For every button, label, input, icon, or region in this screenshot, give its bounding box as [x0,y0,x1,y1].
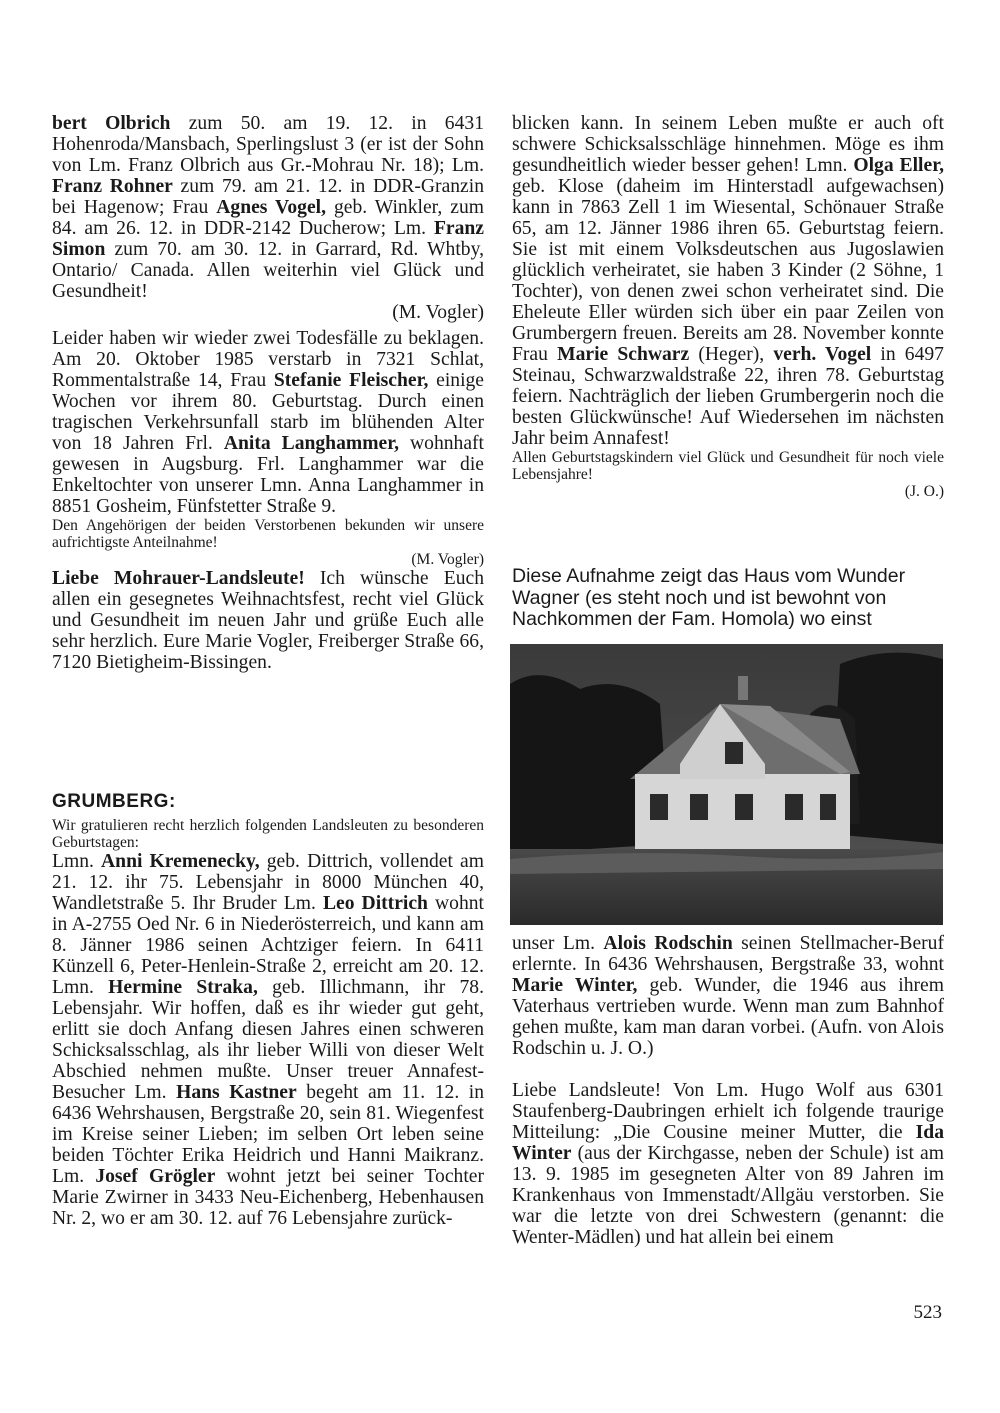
name-highlight: Leo Dittrich [322,893,428,914]
name-highlight: Olga Eller, [853,155,944,176]
text-segment: (aus der Kirchgasse, neben der Schule) ist am 13. 9. 1985 im gesegneten Alter von 89 Jahren im Krankenhaus von Immenstadt/Allgäu verstorben. Sie war die letzte von drei Schwestern (genannt: die Wenter-Mädlen) und hat allein bei einem [512,1143,944,1248]
text-segment: wohnhaft gewesen in Augsburg. Frl. Langhammer war die Enkeltochter von unserer Lmn. Anna Langhammer in 8851 Gosheim, Fünfstetter Straße 9. [52,433,485,517]
text-segment: Liebe Landsleute! Von Lm. Hugo Wolf aus 6301 Staufenberg-Daubringen erhielt ich folgende traurige Mitteilung: „Die Cousine meiner Mutter, die [512,1080,944,1143]
page-number: 523 [913,1302,942,1323]
name-highlight: Ida Winter [512,1122,944,1164]
text-segment: geb. Klose (daheim im Hinterstadl aufgewachsen) kann in 7863 Zell 1 im Wiesental, Schönauer Straße 65, am 12. Jänner 1986 ihren 65. Geburtstag feiern. Sie ist mit einem Volksdeutschen aus Jugoslawien glücklich verheiratet, sie haben 3 Kinder (2 Söhne, 1 Tochter), von denen zwei schon verheiratet sind. Die Eheleute Eller würden sich über ein paar Zeilen von Grumbergern freuen. Bereits am 28. November konnte Frau [512,176,944,365]
text-segment: geb. Illichmann, ihr 78. Lebensjahr. Wir hoffen, daß es ihr wieder gut geht, erlitt sie doch Anfang diesen Jahres einen schweren Schicksalsschlag, als ihr lieber Willi von dieser Welt Abschied nehmen mußte. Unser treuer Annafest-Besucher Lm. [52,977,484,1103]
name-highlight: Alois Rodschin [603,933,733,954]
text-segment: blicken kann. In seinem Leben mußte er auch oft schwere Schicksalsschläge hinnehmen. Möge es ihm gesundheitlich wieder besser gehen! Lmn. [512,113,944,176]
photo-caption: Diese Aufnahme zeigt das Haus vom Wunder Wagner (es steht noch und ist bewohnt von Nachkommen der Fam. Homola) wo einst [512,565,906,630]
grumberg-section [52,791,484,1229]
text-segment: unser Lm. [512,933,604,954]
name-highlight: Stefanie Fleischer, [273,370,429,391]
obituary-paragraph [52,328,484,517]
text-segment: zum 79. am 21. 12. in DDR-Granzin bei Hagenow; Frau [52,176,484,218]
right-column-top [512,113,944,500]
continued-paragraph [512,113,944,449]
text-segment: geb. Dittrich, vollendet am 21. 12. ihr 75. Lebensjahr in 8000 München 40, Wandletstraße 5. Ihr Bruder Lm. [52,851,484,914]
name-highlight: bert Olbrich [52,113,171,134]
text-segment: geb. Winkler, zum 84. am 26. 12. in DDR-2142 Ducherow; Lm. [52,197,485,239]
text-segment: Leider haben wir wieder zwei Todesfälle zu beklagen. Am 20. Oktober 1985 verstarb in 7321 Schlat, Rommentalstraße 14, Frau [52,328,484,391]
intro-note: Wir gratulieren recht herzlich folgenden Landsleuten zu besonderen Geburtstagen: [52,817,484,851]
obituary-paragraph-2 [512,1080,944,1248]
photo-caption-block [512,566,944,631]
name-highlight: Liebe Mohrauer-Landsleute! [52,568,305,589]
signature: (J. O.) [904,483,944,500]
birthday-list-mohrau [52,113,484,302]
name-highlight: Hans Kastner [176,1082,297,1103]
name-highlight: Franz Simon [52,218,484,260]
name-highlight: Agnes Vogel, [216,197,327,218]
name-highlight: Josef Grögler [95,1166,216,1187]
text-segment: einige Wochen vor ihrem 80. Geburtstag. Durch einen tragischen Verkehrsunfall starb im blühenden Alter von 18 Jahren Frl. [52,370,485,454]
left-column [52,113,484,673]
text-segment: geb. Wunder, die 1946 aus ihrem Vaterhaus vertrieben wurde. Wenn man zum Bahnhof gehen mußte, kam man daran vorbei. (Aufn. von Alois Rodschin u. J. O.) [512,975,944,1059]
text-segment: Lmn. [52,851,102,872]
name-highlight: Anni Kremenecky, [101,851,260,872]
signature: (M. Vogler) [411,551,484,568]
text-segment: seinen Stellmacher-Beruf erlernte. In 6436 Wehrshausen, Bergstraße 33, wohnt [512,933,944,975]
name-highlight: Hermine Straka, [108,977,258,998]
text-segment: zum 50. am 19. 12. in 6431 Hohenroda/Mansbach, Sperlingslust 3 (er ist der Sohn von Lm. Franz Olbrich aus Gr.-Mohrau Nr. 18); Lm. [52,113,484,176]
name-highlight: verh. Vogel [773,344,872,365]
christmas-greeting [52,568,484,673]
text-segment: in 6497 Steinau, Schwarzwaldstraße 22, ihren 78. Geburtstag feiern. Nachträglich der lieben Grumbergerin noch die besten Glückwünsche! Auf Wiedersehen im nächsten Jahr beim Annafest! [512,344,944,449]
section-heading: GRUMBERG: [52,791,176,812]
text-segment: (Heger), [689,344,774,365]
name-highlight: Franz Rohner [52,176,173,197]
text-segment: begeht am 11. 12. in 6436 Wehrshausen, Bergstraße 20, sein 81. Wiegenfest im Kreise seiner Lieben; im selben Ort leben seine beiden Töchter Erika Heidrich und Hanni Maikranz. Lm. [52,1082,485,1187]
text-segment: wohnt in A-2755 Oed Nr. 6 in Niederösterreich, und kann am 8. Jänner 1986 seinen Achtziger feiern. In 6411 Künzell 6, Peter-Henlein-Straße 2, erreicht am 20. 12. Lmn. [52,893,484,998]
house-photo-drawing [510,644,943,925]
text-segment: Ich wünsche Euch allen ein gesegnetes Weihnachtsfest, recht viel Glück und Gesundheit im neuen Jahr und grüße Euch alle sehr herzlich. Eure Marie Vogler, Freiberger Straße 66, 7120 Bietigheim-Bissingen. [52,568,484,673]
text-segment: wohnt jetzt bei seiner Tochter Marie Zwirner in 3433 Neu-Eichenberg, Hebenhausen Nr. 2, wo er am 30. 12. auf 76 Lebensjahre zurück- [52,1166,484,1229]
text-segment: zum 70. am 30. 12. in Garrard, Rd. Whtby, Ontario/ Canada. Allen weiterhin viel Glück und Gesundheit! [52,239,484,302]
name-highlight: Marie Winter, [512,975,638,996]
closing-note: Allen Geburtstagskindern viel Glück und Gesundheit für noch viele Lebensjahre! [512,449,944,483]
signature: (M. Vogler) [392,302,484,323]
photo-text-paragraph [512,933,944,1059]
condolence-note: Den Angehörigen der beiden Verstorbenen bekunden wir unsere aufrichtigste Anteilnahme! [52,517,484,551]
birthday-list-grumberg [52,851,484,1229]
name-highlight: Anita Langhammer, [223,433,400,454]
house-photo [510,644,943,925]
right-column-bottom [512,933,944,1248]
name-highlight: Marie Schwarz [557,344,690,365]
